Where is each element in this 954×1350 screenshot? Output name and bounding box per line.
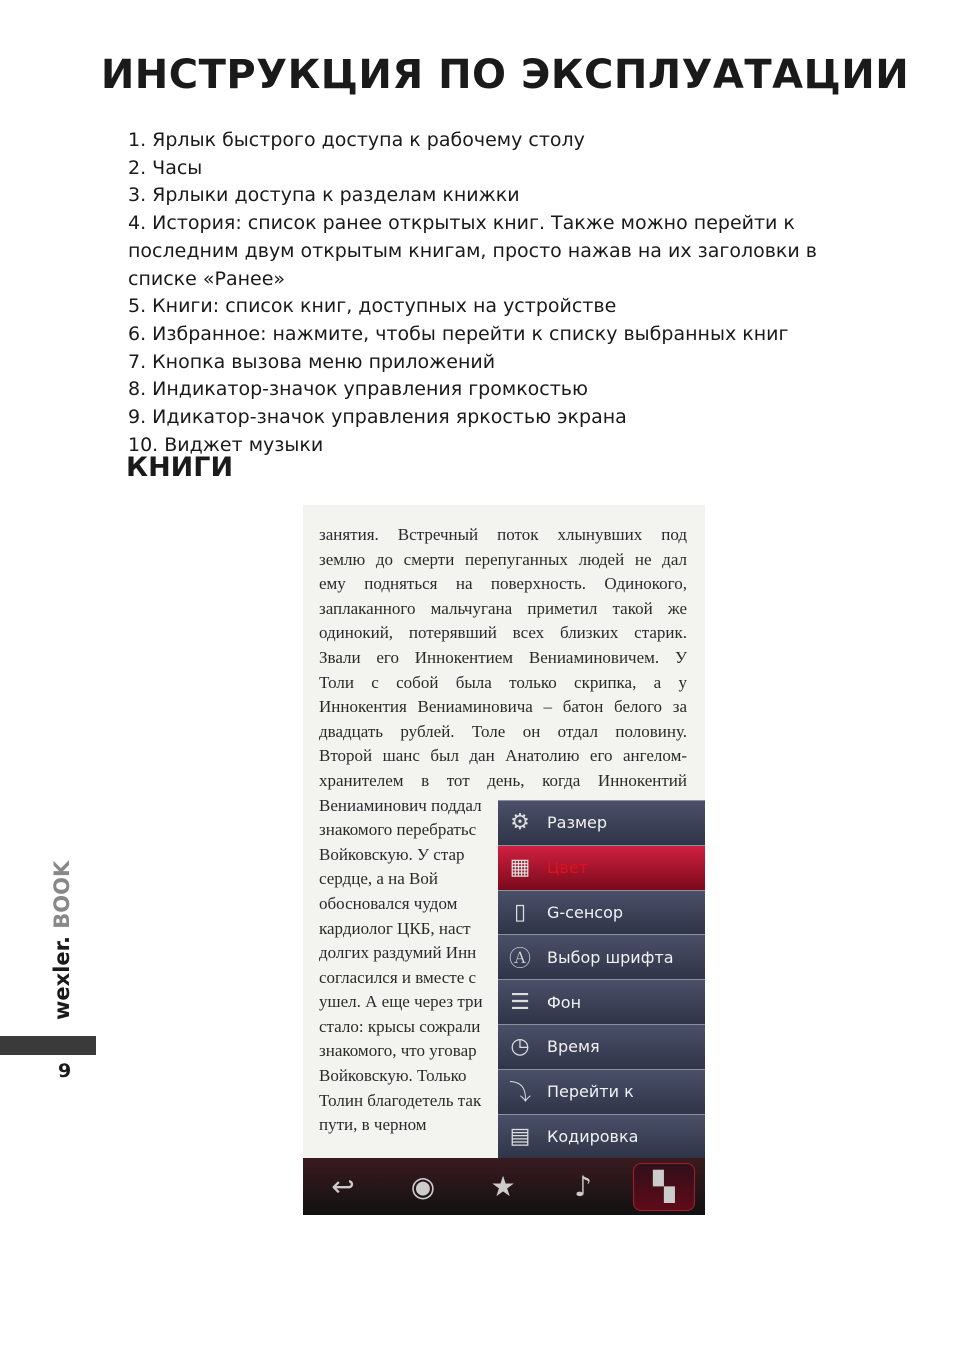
gear-text-size-icon: ⚙ [510, 810, 530, 836]
text-line: ему подняться на поверхность. Одинокого, [319, 574, 687, 594]
text-line: Вениаминович поддал [319, 795, 482, 815]
list-item: 10. Виджет музыки [128, 433, 324, 456]
text-line: согласился и вместе с [319, 967, 477, 987]
menu-item-label: Фон [547, 992, 582, 1012]
menu-item-label: G-сенсор [547, 902, 624, 922]
gear-font-icon: Ⓐ [508, 946, 531, 972]
apps-menu-icon[interactable]: ▚ [633, 1163, 695, 1211]
list-item: 6. Избранное: нажмите, чтобы перейти к списку выбранных книг [128, 322, 789, 345]
text-line: Второй шанс был дан Анатолию его ангелом- [319, 746, 687, 766]
brand-logo: wexler. BOOK [50, 860, 74, 1020]
text-line: кардиолог ЦКБ, наст [319, 918, 471, 938]
list-item: 9. Идикатор-значок управления яркостью экрана [128, 406, 627, 429]
menu-item[interactable] [498, 800, 705, 845]
list-item: 1. Ярлык быстрого доступа к рабочему столу [128, 129, 585, 151]
list-item: 5. Книги: список книг, доступных на устройстве [128, 295, 617, 318]
menu-item[interactable] [498, 934, 705, 979]
text-line: Войковскую. У стар [319, 844, 465, 864]
logo-brand: wexler [50, 944, 74, 1020]
text-line: обосновался чудом [319, 893, 458, 913]
goto-icon: ⤵ [508, 1081, 531, 1107]
list-item: 3. Ярлыки доступа к разделам книжки [128, 184, 520, 207]
text-line: Толин благодетель так [319, 1090, 482, 1110]
menu-item[interactable] [498, 1069, 705, 1114]
text-line: Войковскую. Только [319, 1066, 467, 1086]
menu-item-label: Цвет [547, 858, 589, 878]
color-palette-icon: ▦ [509, 855, 531, 881]
back-icon[interactable]: ↩ [331, 1170, 355, 1203]
menu-item-label: Выбор шрифта [547, 947, 674, 967]
text-line: Иннокентия Вениаминовича – батон белого за [319, 697, 687, 717]
text-line: хранителем в тот день, когда Иннокентий [319, 770, 687, 790]
clock-icon: ◷ [510, 1034, 530, 1060]
text-line: знакомого перебратьс [319, 820, 477, 840]
menu-item-label: Перейти к [547, 1082, 634, 1102]
list-item: 8. Индикатор-значок управления громкостью [128, 378, 588, 401]
logo-sub: BOOK [50, 860, 74, 929]
reader-settings-menu [498, 800, 705, 1158]
menu-item[interactable] [498, 1114, 705, 1159]
encoding-icon: ▤ [509, 1123, 531, 1149]
eye-icon[interactable]: ◉ [410, 1170, 436, 1203]
background-icon: ☰ [510, 989, 530, 1015]
text-line: землю до смерти перепуганных людей не дал [319, 549, 687, 569]
menu-item-label: Кодировка [547, 1126, 639, 1146]
menu-item[interactable] [498, 890, 705, 935]
page-number: 9 [58, 1060, 72, 1082]
text-line: двадцать рублей. Толе он отдал половину. [319, 721, 687, 741]
text-line: заплаканного мальчугана приметил такой же [319, 598, 687, 618]
text-line: Звали его Иннокентием Вениаминовичем. У [319, 647, 687, 667]
list-item: 2. Часы [128, 156, 203, 179]
star-icon[interactable]: ★ [490, 1170, 516, 1203]
feature-list [128, 127, 888, 459]
text-line: сердце, а на Вой [319, 869, 438, 889]
text-line: одинокий, потерявший всех близких старик. [319, 623, 687, 643]
menu-item-label: Размер [547, 813, 608, 833]
text-line: стало: крысы сожрали [319, 1016, 481, 1036]
text-line: знакомого, что уговар [319, 1041, 477, 1061]
menu-item[interactable] [498, 979, 705, 1024]
text-line: ушел. А еще через три [319, 992, 483, 1012]
list-item: 7. Кнопка вызова меню приложений [128, 350, 496, 373]
list-item: 4. История: список ранее открытых книг. Также можно перейти к последним двум открытым книгам, просто нажав на их заголовки в списке «Ранее» [128, 212, 817, 290]
menu-item-label: Время [547, 1037, 600, 1057]
bottom-toolbar [303, 1158, 705, 1215]
reader-screenshot [303, 505, 705, 1215]
menu-item[interactable] [498, 1024, 705, 1069]
music-icon[interactable]: ♪ [574, 1170, 592, 1203]
text-line: пути, в черном [319, 1115, 427, 1135]
text-line: занятия. Встречный поток хлынувших под [319, 525, 687, 544]
menu-item[interactable] [498, 845, 705, 890]
page-title: ИНСТРУКЦИЯ ПО ЭКСПЛУАТАЦИИ [100, 52, 910, 98]
section-heading: КНИГИ [126, 452, 234, 483]
text-line: Толи с собой была только скрипка, а у [319, 672, 687, 692]
page-tab-bar [0, 1036, 96, 1055]
rotate-screen-icon: ▯ [513, 899, 527, 925]
text-line: долгих раздумий Инн [319, 943, 477, 963]
